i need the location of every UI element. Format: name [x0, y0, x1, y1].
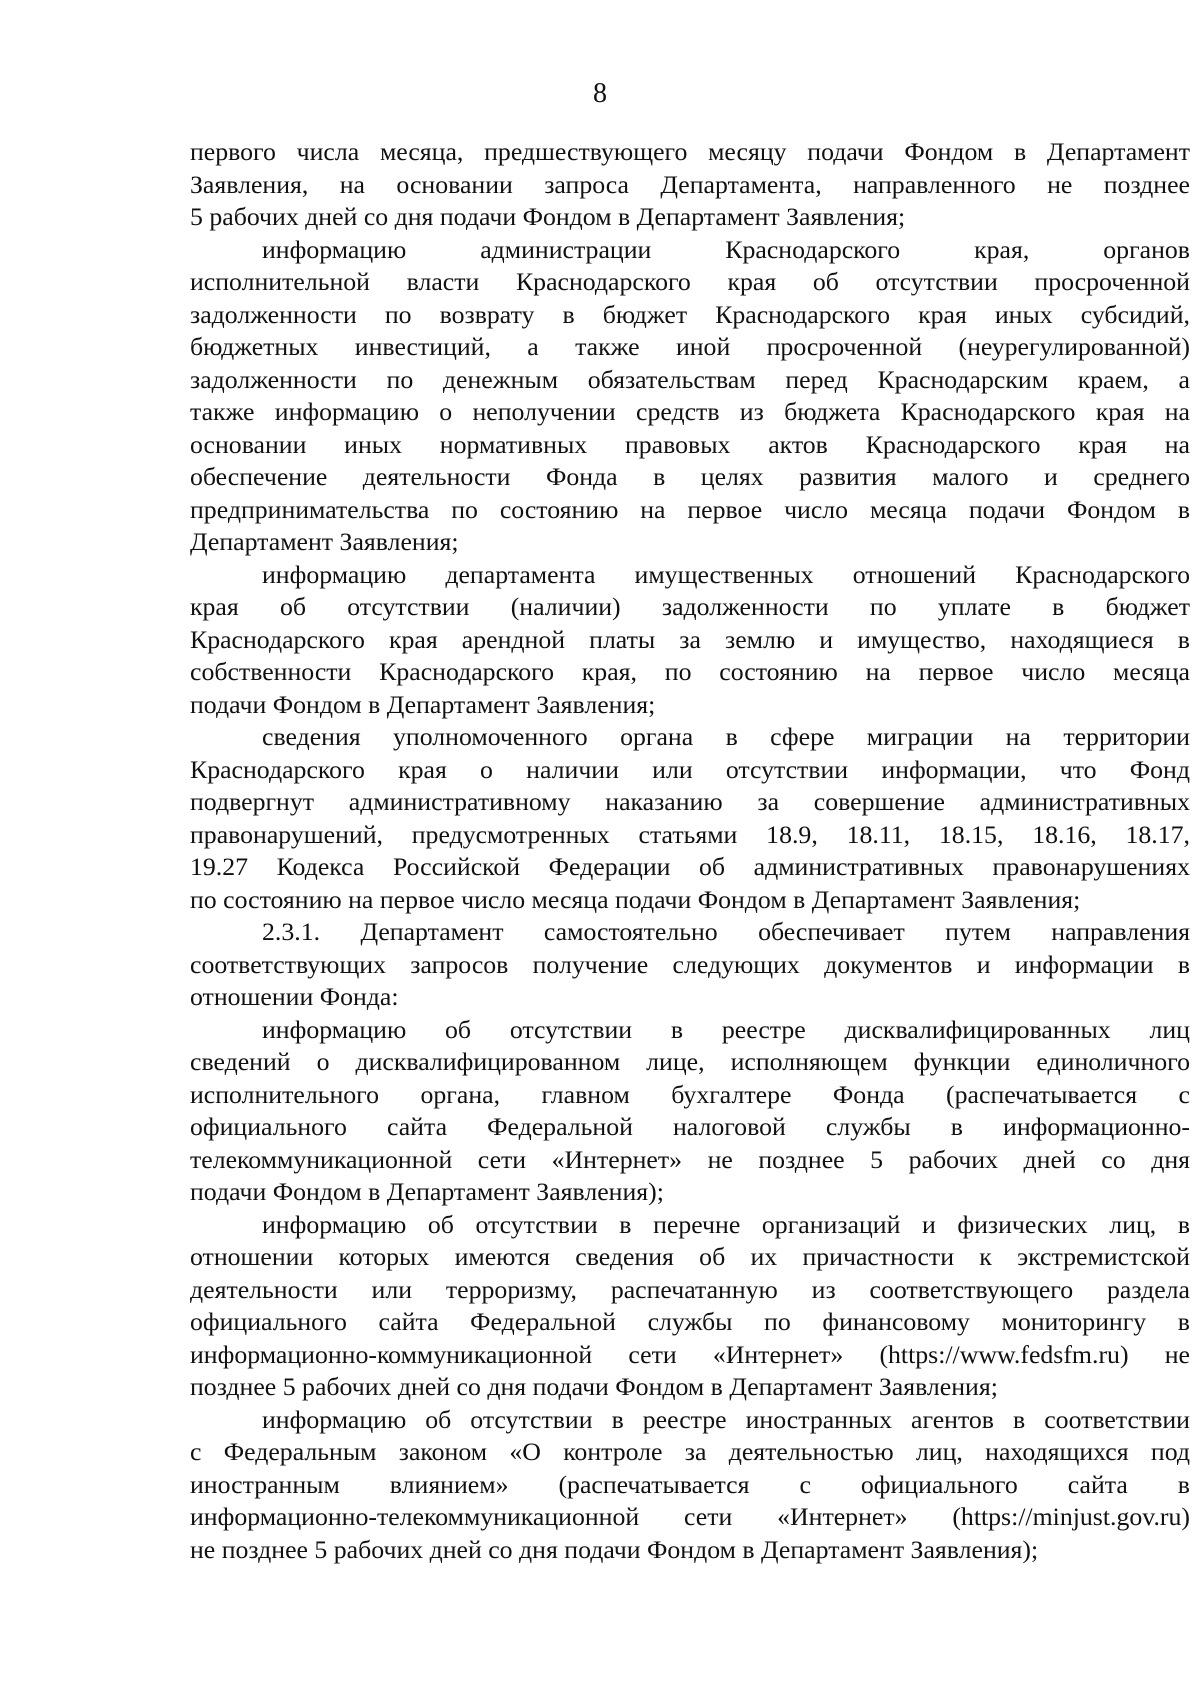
text-line: Краснодарского края арендной платы за землю и имущество, находящиеся в	[190, 624, 1190, 654]
text-line: края об отсутствии (наличии) задолженности по уплате в бюджет	[190, 592, 1190, 621]
paragraph	[190, 1209, 1190, 1404]
text-line: основании иных нормативных правовых актов Краснодарского края на	[190, 429, 1190, 459]
paragraph	[190, 1404, 1190, 1567]
text-line: подвергнут административному наказанию за совершение административных	[190, 787, 1190, 816]
text-line: сведения уполномоченного органа в сфере миграции на территории	[262, 722, 1190, 751]
text-line: деятельности или терроризму, распечатанную из соответствующего раздела	[190, 1274, 1190, 1304]
text-line: официального сайта Федеральной налоговой службы в информационно-	[190, 1112, 1190, 1141]
text-line: Заявления, на основании запроса Департамента, направленного не позднее	[190, 169, 1190, 199]
text-line: телекоммуникационной сети «Интернет» не позднее 5 рабочих дней со дня	[190, 1144, 1190, 1174]
text-line: правонарушений, предусмотренных статьями 18.9, 18.11, 18.15, 18.16, 18.17,	[190, 819, 1190, 849]
text-line: 19.27 Кодекса Российской Федерации об административных правонарушениях	[190, 852, 1190, 881]
text-line: иностранным влиянием» (распечатывается с официального сайта в	[190, 1469, 1190, 1499]
text-line: собственности Краснодарского края, по состоянию на первое число месяца	[190, 657, 1190, 686]
text-line: 5 рабочих дней со дня подачи Фондом в Департамент Заявления;	[190, 202, 906, 231]
text-line: не позднее 5 рабочих дней со дня подачи Фондом в Департамент Заявления);	[190, 1534, 1039, 1564]
text-line: предпринимательства по состоянию на первое число месяца подачи Фондом в	[190, 494, 1190, 524]
paragraph	[190, 721, 1190, 916]
text-line: подачи Фондом в Департамент Заявления;	[190, 689, 656, 719]
text-line: официального сайта Федеральной службы по финансовому мониторингу в	[190, 1307, 1190, 1336]
text-line: по состоянию на первое число месяца подачи Фондом в Департамент Заявления;	[190, 884, 1081, 914]
paragraph	[190, 136, 1190, 234]
text-line: соответствующих запросов получение следующих документов и информации в	[190, 949, 1190, 979]
paragraph	[190, 559, 1190, 722]
paragraph	[190, 916, 1190, 1014]
text-line: информацию об отсутствии в реестре дисквалифицированных лиц	[262, 1014, 1190, 1044]
page-number: 8	[593, 78, 607, 109]
text-line: Департамент Заявления;	[190, 527, 459, 556]
text-line: подачи Фондом в Департамент Заявления);	[190, 1177, 664, 1206]
text-line: с Федеральным законом «О контроле за деятельностью лиц, находящихся под	[190, 1437, 1190, 1466]
text-line: задолженности по денежным обязательствам перед Краснодарским краем, а	[190, 364, 1190, 394]
text-line: исполнительной власти Краснодарского края об отсутствии просроченной	[190, 267, 1190, 296]
document-body	[190, 136, 1190, 1566]
text-line: отношении Фонда:	[190, 982, 399, 1011]
text-line: 2.3.1. Департамент самостоятельно обеспечивает путем направления	[262, 917, 1190, 946]
text-line: информацию об отсутствии в реестре иностранных агентов в соответствии	[262, 1404, 1190, 1434]
text-line: информацию департамента имущественных отношений Краснодарского	[262, 559, 1190, 589]
text-line: информационно-коммуникационной сети «Интернет» (https://www.fedsfm.ru) не	[190, 1339, 1190, 1369]
paragraph	[190, 234, 1190, 559]
paragraph	[190, 1014, 1190, 1209]
text-line: информацию администрации Краснодарского края, органов	[262, 234, 1190, 264]
text-line: Краснодарского края о наличии или отсутствии информации, что Фонд	[190, 754, 1190, 784]
text-line: бюджетных инвестиций, а также иной просроченной (неурегулированной)	[190, 332, 1190, 361]
text-line: информацию об отсутствии в перечне организаций и физических лиц, в	[262, 1209, 1190, 1239]
text-line: исполнительного органа, главном бухгалтере Фонда (распечатывается с	[190, 1079, 1190, 1109]
text-line: задолженности по возврату в бюджет Краснодарского края иных субсидий,	[190, 299, 1190, 329]
text-line: отношении которых имеются сведения об их причастности к экстремистской	[190, 1242, 1190, 1271]
text-line: информационно-телекоммуникационной сети «Интернет» (https://minjust.gov.ru)	[190, 1502, 1190, 1531]
text-line: сведений о дисквалифицированном лице, исполняющем функции единоличного	[190, 1047, 1190, 1076]
text-line: также информацию о неполучении средств из бюджета Краснодарского края на	[190, 397, 1190, 426]
text-line: позднее 5 рабочих дней со дня подачи Фондом в Департамент Заявления;	[190, 1372, 998, 1401]
text-line: обеспечение деятельности Фонда в целях развития малого и среднего	[190, 462, 1190, 491]
text-line: первого числа месяца, предшествующего месяцу подачи Фондом в Департамент	[190, 137, 1190, 166]
